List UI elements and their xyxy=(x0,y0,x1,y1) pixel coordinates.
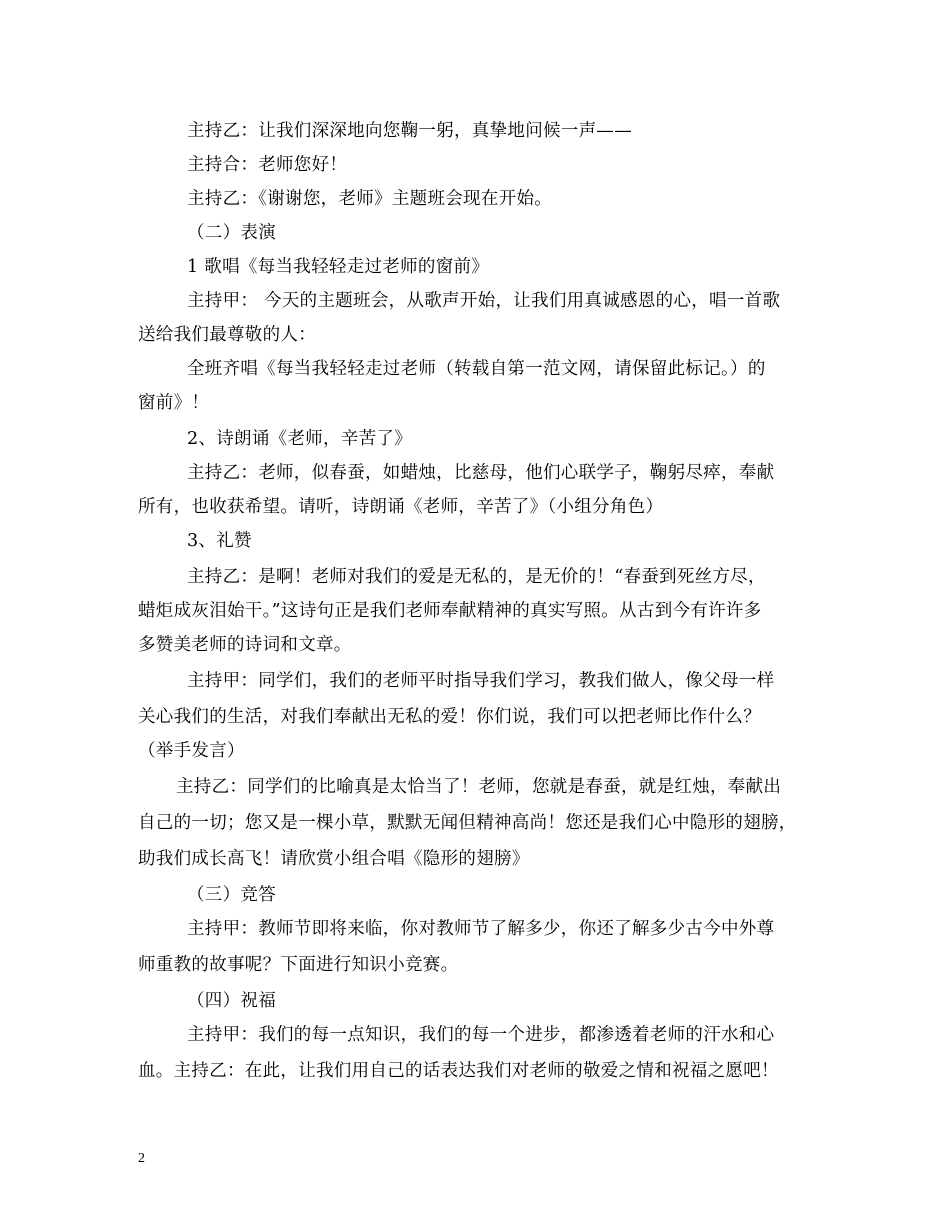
subsection-heading: 2、诗朗诵《老师，辛苦了》 xyxy=(187,429,413,449)
text-line: 主持乙：同学们的比喻真是太恰当了！老师，您就是春蚕，就是红烛，奉献出 xyxy=(176,777,782,797)
text-line: 全班齐唱《每当我轻轻走过老师（转载自第一范文网，请保留此标记。）的 xyxy=(187,359,766,379)
page-number: 2 xyxy=(138,1151,145,1166)
section-heading: （四）祝福 xyxy=(187,991,276,1011)
subsection-heading: 3、礼赞 xyxy=(187,531,252,551)
text-line: 主持合：老师您好！ xyxy=(187,155,348,175)
text-line: 多赞美老师的诗词和文章。 xyxy=(138,635,352,655)
text-line: 蜡炬成灰泪始干。”这诗句正是我们老师奉献精神的真实写照。从古到今有许许多 xyxy=(138,601,762,621)
text-line: （举手发言） xyxy=(138,741,245,761)
text-line: 主持甲： 今天的主题班会，从歌声开始，让我们用真诚感恩的心，唱一首歌 xyxy=(187,291,781,311)
text-line: 主持甲：我们的每一点知识，我们的每一个进步，都渗透着老师的汗水和心 xyxy=(187,1025,775,1045)
section-heading: （二）表演 xyxy=(187,223,276,243)
subsection-heading: 1 歌唱《每当我轻轻走过老师的窗前》 xyxy=(187,257,490,277)
text-line: 主持乙：让我们深深地向您鞠一躬，真挚地问候一声—— xyxy=(187,121,632,141)
section-heading: （三）竞答 xyxy=(187,885,276,905)
text-line: 主持甲：教师节即将来临，你对教师节了解多少，你还了解多少古今中外尊 xyxy=(187,919,775,939)
text-line: 主持乙：《谢谢您，老师》主题班会现在开始。 xyxy=(187,189,553,209)
text-line: 主持乙：是啊！老师对我们的爱是无私的，是无价的！“春蚕到死丝方尽， xyxy=(187,567,766,587)
text-line: 师重教的故事呢？下面进行知识小竞赛。 xyxy=(138,955,459,975)
text-line: 主持甲：同学们，我们的老师平时指导我们学习，教我们做人，像父母一样 xyxy=(187,671,775,691)
text-line: 血。主持乙：在此，让我们用自己的话表达我们对老师的敬爱之情和祝福之愿吧！ xyxy=(138,1061,779,1081)
text-line: 送给我们最尊敬的人： xyxy=(138,325,316,345)
text-line: 关心我们的生活，对我们奉献出无私的爱！你们说，我们可以把老师比作什么？ xyxy=(138,707,761,727)
text-line: 助我们成长高飞！请欣赏小组合唱《隐形的翅膀》 xyxy=(138,849,530,869)
text-line: 窗前》！ xyxy=(138,393,210,413)
text-line: 主持乙：老师，似春蚕，如蜡烛，比慈母，他们心联学子，鞠躬尽瘁，奉献 xyxy=(187,463,775,483)
text-line: 自己的一切；您又是一棵小草，默默无闻但精神高尚！您还是我们心中隐形的翅膀， xyxy=(138,813,797,833)
text-line: 所有，也收获希望。请听，诗朗诵《老师，辛苦了》（小组分角色） xyxy=(138,497,664,517)
